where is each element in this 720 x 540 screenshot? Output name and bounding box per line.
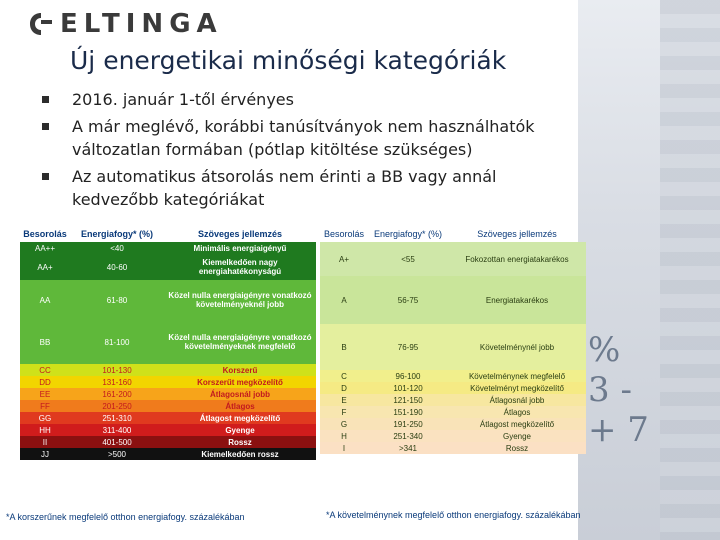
cell-class: H bbox=[341, 431, 347, 441]
bullet-text: Az automatikus átsorolás nem érinti a BB vagy annál kedvezőbb kategóriákat bbox=[72, 167, 497, 209]
cell-description: Közel nulla energiaigényre vonatkozó követelményeknek megfelelő bbox=[168, 333, 312, 351]
cell-description: Gyenge bbox=[502, 431, 532, 441]
cell-class: E bbox=[341, 395, 347, 405]
table-row bbox=[20, 320, 316, 364]
cell-range: 81-100 bbox=[104, 337, 130, 347]
cell-class: BB bbox=[39, 337, 51, 347]
bullet-item bbox=[42, 165, 582, 211]
table-row bbox=[20, 388, 316, 400]
cell-description: Fokozottan energiatakarékos bbox=[465, 254, 569, 264]
table-row bbox=[320, 370, 586, 382]
table-row bbox=[320, 324, 586, 370]
decorative-numbers: % 3 - + 7 bbox=[588, 330, 649, 450]
cell-class: HH bbox=[39, 425, 51, 435]
cell-class: JJ bbox=[41, 449, 49, 459]
cell-class: FF bbox=[40, 401, 50, 411]
table-row bbox=[320, 394, 586, 406]
cell-range: 251-340 bbox=[393, 431, 423, 441]
cell-class: F bbox=[341, 407, 347, 417]
eltinga-logo-icon bbox=[28, 11, 54, 37]
cell-range: 131-160 bbox=[102, 377, 132, 387]
cell-range: 191-250 bbox=[393, 419, 423, 429]
cell-range: 121-150 bbox=[393, 395, 423, 405]
cell-class: A bbox=[341, 295, 347, 305]
cell-class: II bbox=[42, 437, 48, 447]
cell-range: >500 bbox=[107, 449, 127, 459]
cell-description: Követelménynek megfelelő bbox=[468, 371, 566, 381]
table-row bbox=[320, 442, 586, 454]
table-header-row bbox=[20, 226, 316, 242]
cell-description: Minimális energiaigényű bbox=[193, 243, 287, 253]
bullet-item bbox=[42, 115, 582, 161]
cell-description: Követelményt megközelítő bbox=[470, 383, 564, 393]
cell-range: 251-310 bbox=[102, 413, 132, 423]
bullet-square-icon bbox=[42, 96, 49, 103]
bullet-text: A már meglévő, korábbi tanúsítványok nem használhatók változatlan formában (pótlap kitöltése szükséges) bbox=[72, 117, 535, 159]
bullet-list bbox=[42, 88, 582, 215]
cell-class: GG bbox=[38, 413, 52, 423]
header-besorolas: Besorolás bbox=[23, 229, 67, 239]
bullet-square-icon bbox=[42, 173, 49, 180]
cell-range: 161-200 bbox=[102, 389, 132, 399]
cell-description: Kiemelkedően rossz bbox=[201, 449, 279, 459]
cell-description: Követelménynél jobb bbox=[479, 342, 555, 352]
bullet-square-icon bbox=[42, 123, 49, 130]
table-row bbox=[20, 364, 316, 376]
header-szoveges: Szöveges jellemzés bbox=[197, 229, 283, 239]
old-categories-table bbox=[320, 226, 586, 454]
cell-description: Gyenge bbox=[225, 425, 255, 435]
brand-name: ELTINGA bbox=[60, 9, 223, 39]
cell-description: Rossz bbox=[228, 437, 252, 447]
cell-description: Kiemelkedően nagy energiahatékonyságú bbox=[198, 258, 282, 276]
cell-class: G bbox=[340, 419, 348, 429]
header-besorolas: Besorolás bbox=[323, 229, 365, 239]
new-table-footnote: *A korszerűnek megfelelő otthon energiafogy. százalékában bbox=[6, 512, 245, 522]
cell-range: <55 bbox=[401, 254, 415, 264]
cell-class: AA++ bbox=[34, 243, 55, 253]
cell-class: B bbox=[341, 342, 347, 352]
brand-logo bbox=[28, 6, 223, 42]
cell-range: >341 bbox=[398, 443, 418, 453]
cell-range: 201-250 bbox=[102, 401, 132, 411]
cell-range: <40 bbox=[110, 243, 124, 253]
cell-range: 401-500 bbox=[102, 437, 132, 447]
cell-description: Rossz bbox=[505, 443, 529, 453]
cell-range: 151-190 bbox=[393, 407, 423, 417]
cell-description: Átlagos bbox=[225, 401, 255, 411]
new-categories-table bbox=[20, 226, 316, 460]
old-table-body bbox=[320, 242, 586, 454]
table-row bbox=[20, 436, 316, 448]
table-row bbox=[320, 382, 586, 394]
table-row bbox=[20, 376, 316, 388]
table-row bbox=[20, 400, 316, 412]
table-row bbox=[320, 406, 586, 418]
decorative-background-panel bbox=[578, 0, 720, 540]
table-row bbox=[20, 412, 316, 424]
cell-range: 96-100 bbox=[395, 371, 421, 381]
decorative-building-strip bbox=[660, 0, 720, 540]
cell-description: Korszerű bbox=[222, 365, 258, 375]
cell-class: A+ bbox=[338, 254, 349, 264]
cell-class: I bbox=[342, 443, 346, 453]
cell-description: Energiatakarékos bbox=[485, 295, 549, 305]
cell-class: DD bbox=[39, 377, 51, 387]
cell-class: AA+ bbox=[37, 262, 53, 272]
cell-range: 311-400 bbox=[102, 425, 132, 435]
cell-description: Átlagosnál jobb bbox=[489, 395, 545, 405]
cell-class: C bbox=[341, 371, 347, 381]
cell-class: CC bbox=[39, 365, 51, 375]
cell-range: 101-130 bbox=[102, 365, 132, 375]
cell-range: 61-80 bbox=[106, 295, 128, 305]
table-row bbox=[320, 418, 586, 430]
table-header-row bbox=[320, 226, 586, 242]
table-row bbox=[20, 448, 316, 460]
cell-range: 56-75 bbox=[397, 295, 419, 305]
bullet-item bbox=[42, 88, 582, 111]
cell-range: 40-60 bbox=[106, 262, 128, 272]
header-energiafogy: Energiafogy* (%) bbox=[373, 229, 443, 239]
cell-class: D bbox=[341, 383, 347, 393]
new-table-body bbox=[20, 242, 316, 460]
header-szoveges: Szöveges jellemzés bbox=[477, 229, 557, 239]
cell-range: 76-95 bbox=[397, 342, 419, 352]
cell-description: Átlagost megközelítő bbox=[199, 413, 281, 423]
table-row bbox=[20, 254, 316, 280]
header-energiafogy: Energiafogy* (%) bbox=[80, 229, 153, 239]
table-row bbox=[320, 276, 586, 324]
cell-description: Korszerűt megközelítő bbox=[197, 377, 283, 387]
cell-class: AA bbox=[39, 295, 51, 305]
table-row bbox=[320, 242, 586, 276]
slide-title: Új energetikai minőségi kategóriák bbox=[70, 46, 507, 75]
table-row bbox=[20, 242, 316, 254]
table-row bbox=[320, 430, 586, 442]
cell-class: EE bbox=[39, 389, 51, 399]
cell-description: Átlagosnál jobb bbox=[210, 389, 270, 399]
table-row bbox=[20, 280, 316, 320]
cell-description: Átlagos bbox=[503, 407, 531, 417]
bullet-text: 2016. január 1-től érvényes bbox=[72, 90, 294, 109]
table-row bbox=[20, 424, 316, 436]
old-table-footnote: *A követelménynek megfelelő otthon energiafogy. százalékában bbox=[326, 510, 581, 520]
cell-description: Közel nulla energiaigényre vonatkozó követelményeknél jobb bbox=[168, 291, 312, 309]
cell-description: Átlagost megközelítő bbox=[479, 419, 555, 429]
cell-range: 101-120 bbox=[393, 383, 423, 393]
